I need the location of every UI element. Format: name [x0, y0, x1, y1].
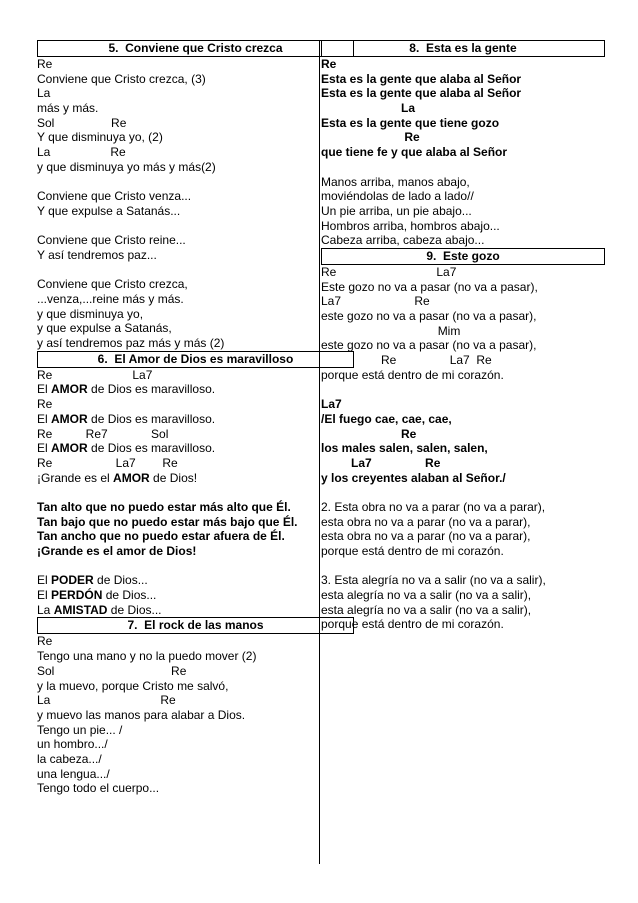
chord-line: Sol Re: [37, 663, 187, 678]
song-9-este-gozo: [321, 248, 605, 632]
chord-line: Mim: [321, 323, 461, 338]
song-title: 5. Conviene que Cristo crezca: [37, 40, 354, 57]
lyric-fragment: de Dios es maravilloso.: [87, 382, 216, 397]
emphasized-word: PODER: [51, 573, 94, 588]
lyric-line: Tan ancho que no puedo estar afuera de Él.: [37, 529, 285, 544]
lyric-line: Este gozo no va a pasar (no va a pasar),: [321, 279, 538, 294]
lyric-line: Conviene que Cristo crezca, (3): [37, 71, 206, 86]
song-title: 9. Este gozo: [321, 248, 605, 265]
lyric-fragment: de Dios!: [149, 470, 198, 485]
lyric-line: Hombros arriba, hombros abajo...: [321, 218, 500, 233]
lyric-line: Conviene que Cristo venza...: [37, 189, 192, 204]
lyric-line: Tan bajo que no puedo estar más bajo que Él.: [37, 514, 298, 529]
column-divider: [319, 40, 320, 864]
chord-line: La7 Re: [321, 294, 430, 309]
emphasized-word: AMOR: [113, 470, 150, 485]
blank-line: [321, 160, 605, 175]
chord-line: La7 Re: [321, 455, 441, 470]
lyric-line: [37, 382, 317, 397]
lyric-line: y que expulse a Satanás,: [37, 321, 172, 336]
lyric-line: esta alegría no va a salir (no va a salir),: [321, 588, 532, 603]
song-title: 8. Esta es la gente: [321, 40, 605, 57]
lyric-line: /El fuego cae, cae, cae,: [321, 411, 452, 426]
lyric-line: [37, 603, 317, 618]
lyric-line: ...venza,...reine más y más.: [37, 292, 184, 306]
chord-line: Re La7: [321, 264, 457, 279]
lyric-fragment: ¡Grande es el: [37, 470, 114, 485]
left-column: [37, 40, 317, 796]
lyric-line: [37, 412, 317, 427]
emphasized-word: AMOR: [51, 382, 88, 397]
lyric-line: y los creyentes alaban al Señor./: [321, 470, 506, 485]
lyric-line: y muevo las manos para alabar a Dios.: [37, 707, 246, 722]
lyric-line: moviéndolas de lado a lado//: [321, 189, 474, 204]
chord-line: Re: [321, 57, 337, 71]
lyric-line: 2. Esta obra no va a parar (no va a parar),: [321, 499, 546, 514]
lyric-line: un hombro.../: [37, 737, 108, 752]
lyric-line: esta obra no va a parar (no va a parar),: [321, 514, 531, 529]
lyric-line: los males salen, salen, salen,: [321, 441, 488, 456]
emphasized-word: AMOR: [51, 441, 88, 456]
song-6-el-amor-de-dios-es-maravilloso: [37, 351, 317, 618]
lyric-line: Y que disminuya yo, (2): [37, 130, 163, 145]
lyric-fragment: de Dios es maravilloso.: [87, 411, 216, 426]
blank-line: [37, 219, 317, 234]
chord-line: Re: [321, 130, 420, 145]
lyric-line: y que disminuya yo más y más(2): [37, 159, 216, 174]
emphasized-word: PERDÓN: [51, 588, 103, 603]
lyric-fragment: El: [37, 382, 52, 397]
song-title: 7. El rock de las manos: [37, 617, 354, 634]
lyric-line: Y que expulse a Satanás...: [37, 203, 181, 218]
lyric-line: este gozo no va a pasar (no va a pasar),: [321, 309, 537, 323]
lyric-line: Esta es la gente que alaba al Señor: [321, 71, 522, 86]
lyric-fragment: El: [37, 411, 52, 426]
song-title: 6. El Amor de Dios es maravilloso: [37, 351, 354, 368]
chord-line: La: [37, 86, 51, 101]
chord-line: La7: [321, 397, 342, 412]
lyric-fragment: La: [37, 602, 54, 617]
lyric-line: Esta es la gente que tiene gozo: [321, 115, 500, 130]
emphasized-word: AMISTAD: [53, 602, 108, 617]
lyric-line: más y más.: [37, 101, 99, 116]
lyric-line: que tiene fe y que alaba al Señor: [321, 145, 508, 160]
right-column: [321, 40, 605, 632]
lyric-line: porque está dentro de mi corazón.: [321, 617, 504, 632]
lyric-line: Tengo una mano y no la puedo mover (2): [37, 649, 257, 664]
lyric-line: Manos arriba, manos abajo,: [321, 174, 470, 189]
chord-line: Re: [321, 426, 417, 441]
chord-line: Sol Re: [37, 115, 127, 130]
lyric-line: la cabeza.../: [37, 751, 102, 766]
blank-line: [321, 559, 605, 574]
lyric-line: Tengo un pie... /: [37, 722, 123, 737]
lyric-fragment: El: [37, 588, 52, 603]
lyric-line: Y así tendremos paz...: [37, 247, 157, 262]
lyric-fragment: de Dios...: [93, 573, 148, 588]
chord-line: Re: [37, 397, 53, 412]
lyric-line: 3. Esta alegría no va a salir (no va a salir),: [321, 573, 546, 588]
lyric-line: [37, 441, 317, 456]
chord-line: La: [321, 101, 416, 116]
blank-line: [37, 485, 317, 500]
lyric-line: Conviene que Cristo crezca,: [37, 277, 188, 292]
blank-line: [37, 263, 317, 278]
lyric-line: esta alegría no va a salir (no va a salir),: [321, 602, 532, 617]
song-5-conviene-que-cristo-crezca: [37, 40, 317, 351]
chord-line: Re La7 Re: [37, 455, 178, 470]
lyric-line: [37, 471, 317, 486]
lyric-line: este gozo no va a pasar (no va a pasar),: [321, 338, 537, 353]
song-8-esta-es-la-gente: [321, 40, 605, 248]
chord-line: La Re: [37, 693, 176, 708]
lyric-line: Conviene que Cristo reine...: [37, 233, 186, 248]
lyric-line: porque está dentro de mi corazón.: [321, 544, 504, 558]
lyric-fragment: de Dios es maravilloso.: [87, 441, 216, 456]
chord-line: La Re: [37, 145, 126, 160]
lyric-fragment: El: [37, 441, 52, 456]
lyric-fragment: de Dios...: [107, 602, 162, 617]
lyric-line: Esta es la gente que alaba al Señor: [321, 86, 522, 101]
lyric-line: [37, 588, 317, 603]
chord-line: Re La7: [37, 367, 153, 382]
blank-line: [37, 559, 317, 574]
chord-line: Re: [37, 634, 53, 649]
blank-line: [321, 382, 605, 397]
lyric-line: Cabeza arriba, cabeza abajo...: [321, 233, 485, 248]
lyric-fragment: de Dios...: [102, 588, 157, 603]
blank-line: [321, 485, 605, 500]
song-7-el-rock-de-las-manos: [37, 617, 317, 796]
lyric-line: y que disminuya yo,: [37, 306, 144, 321]
lyric-line: una lengua.../: [37, 766, 110, 781]
chord-line: Re Re7 Sol: [37, 426, 169, 441]
chord-line: Re La7 Re: [321, 353, 492, 368]
lyric-line: esta obra no va a parar (no va a parar),: [321, 529, 531, 544]
lyric-line: ¡Grande es el amor de Dios!: [37, 544, 197, 558]
lyric-line: Tengo todo el cuerpo...: [37, 781, 160, 796]
lyric-line: Tan alto que no puedo estar más alto que Él.: [37, 499, 291, 514]
emphasized-word: AMOR: [51, 411, 88, 426]
blank-line: [37, 175, 317, 190]
chord-line: Re: [37, 57, 53, 71]
lyric-line: [37, 573, 317, 588]
lyric-fragment: El: [37, 573, 52, 588]
lyric-line: y así tendremos paz más y más (2): [37, 336, 225, 351]
lyric-line: porque está dentro de mi corazón.: [321, 367, 504, 382]
lyric-line: Un pie arriba, un pie abajo...: [321, 203, 472, 218]
lyric-line: y la muevo, porque Cristo me salvó,: [37, 678, 229, 693]
